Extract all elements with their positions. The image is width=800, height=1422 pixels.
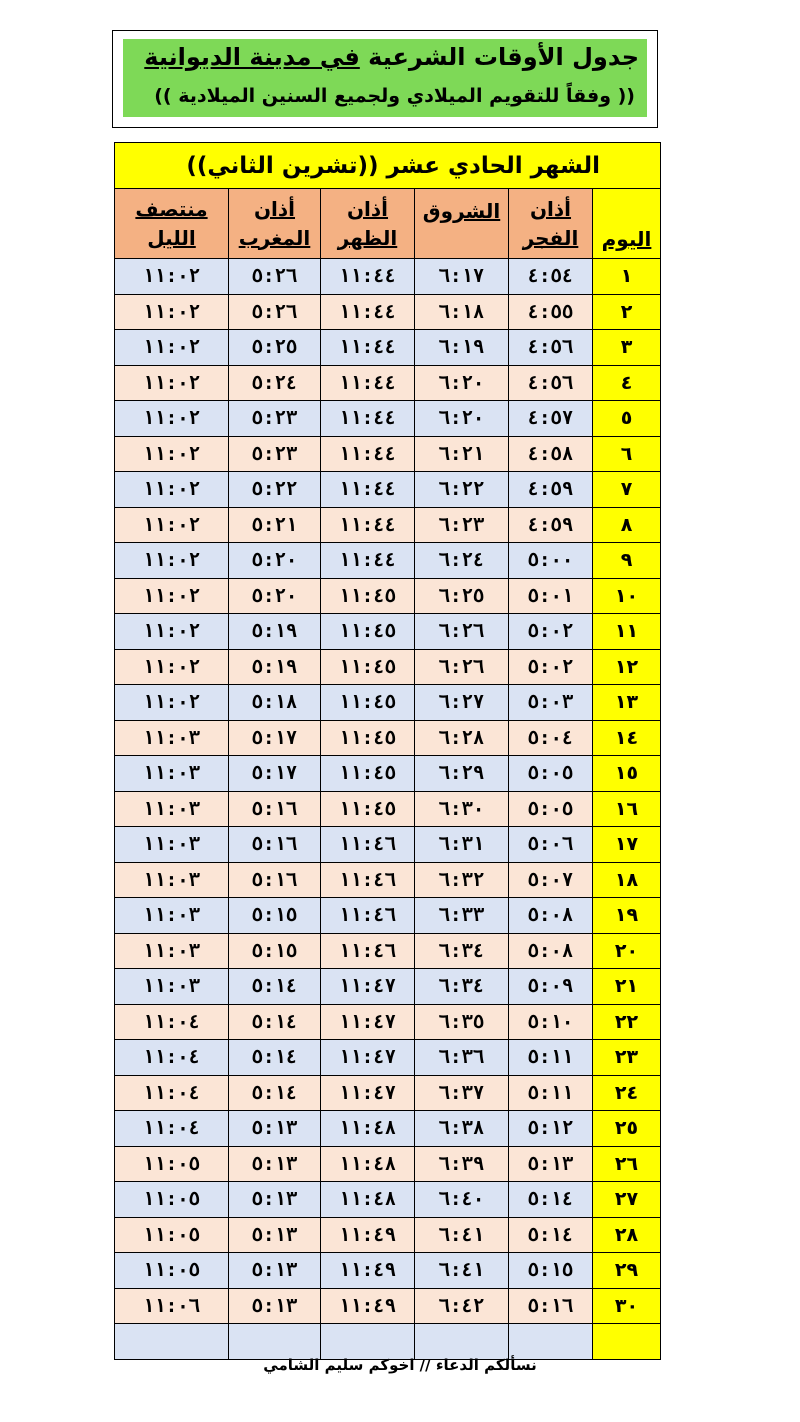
cell-fajr: ٤:٥٤ bbox=[509, 259, 593, 295]
cell-dhuhr: ١١:٤٤ bbox=[321, 401, 415, 437]
cell-sunrise: ٦:٢١ bbox=[415, 436, 509, 472]
cell-midnight: ١١:٠٥ bbox=[115, 1253, 229, 1289]
cell-midnight: ١١:٠٢ bbox=[115, 330, 229, 366]
cell-maghrib: ٥:١٨ bbox=[229, 685, 321, 721]
cell-fajr: ٥:١٤ bbox=[509, 1217, 593, 1253]
cell-fajr: ٥:١١ bbox=[509, 1040, 593, 1076]
cell-midnight: ١١:٠٤ bbox=[115, 1040, 229, 1076]
cell-day: ١٤ bbox=[593, 720, 661, 756]
header-day: اليوم bbox=[593, 189, 661, 259]
cell-day: ٢٦ bbox=[593, 1146, 661, 1182]
cell-sunrise: ٦:١٨ bbox=[415, 294, 509, 330]
cell-sunrise: ٦:٣٢ bbox=[415, 862, 509, 898]
cell-fajr: ٥:٠٩ bbox=[509, 969, 593, 1005]
cell-fajr: ٤:٥٩ bbox=[509, 507, 593, 543]
cell-dhuhr: ١١:٤٨ bbox=[321, 1111, 415, 1147]
cell-day: ١٥ bbox=[593, 756, 661, 792]
table-row bbox=[115, 578, 661, 614]
cell-maghrib: ٥:١٦ bbox=[229, 862, 321, 898]
cell-midnight: ١١:٠٣ bbox=[115, 756, 229, 792]
cell-day: ١٢ bbox=[593, 649, 661, 685]
cell-fajr: ٥:٠٨ bbox=[509, 898, 593, 934]
cell-dhuhr: ١١:٤٩ bbox=[321, 1217, 415, 1253]
table-row bbox=[115, 365, 661, 401]
cell-dhuhr: ١١:٤٦ bbox=[321, 862, 415, 898]
cell-midnight: ١١:٠٢ bbox=[115, 578, 229, 614]
header-maghrib: أذان المغرب bbox=[229, 189, 321, 259]
cell-fajr: ٥:١٤ bbox=[509, 1182, 593, 1218]
cell-fajr: ٥:٠٦ bbox=[509, 827, 593, 863]
table-header-row bbox=[115, 189, 661, 259]
table-row bbox=[115, 827, 661, 863]
cell-midnight: ١١:٠٤ bbox=[115, 1004, 229, 1040]
table-row bbox=[115, 756, 661, 792]
cell-midnight: ١١:٠٣ bbox=[115, 898, 229, 934]
cell-dhuhr: ١١:٤٦ bbox=[321, 933, 415, 969]
cell-midnight: ١١:٠٣ bbox=[115, 933, 229, 969]
cell-fajr: ٥:٠٠ bbox=[509, 543, 593, 579]
cell-midnight: ١١:٠٢ bbox=[115, 543, 229, 579]
title-subtitle: (( وفقاً للتقويم الميلادي ولجميع السنين الميلادية )) bbox=[154, 85, 635, 107]
cell-midnight: ١١:٠٢ bbox=[115, 472, 229, 508]
cell-midnight: ١١:٠٣ bbox=[115, 791, 229, 827]
cell-fajr: ٥:١٥ bbox=[509, 1253, 593, 1289]
cell-sunrise: ٦:٢٠ bbox=[415, 401, 509, 437]
cell-maghrib: ٥:٢٤ bbox=[229, 365, 321, 401]
cell-fajr: ٥:٠٧ bbox=[509, 862, 593, 898]
table-row bbox=[115, 1146, 661, 1182]
table-row bbox=[115, 401, 661, 437]
cell-dhuhr: ١١:٤٥ bbox=[321, 685, 415, 721]
cell-midnight: ١١:٠٢ bbox=[115, 685, 229, 721]
prayer-times-table bbox=[114, 142, 661, 1360]
table-row bbox=[115, 933, 661, 969]
header-midnight: منتصف الليل bbox=[115, 189, 229, 259]
cell-maghrib: ٥:١٤ bbox=[229, 1004, 321, 1040]
cell-day: ٣ bbox=[593, 330, 661, 366]
table-row bbox=[115, 1182, 661, 1218]
empty-cell bbox=[509, 1324, 593, 1360]
cell-maghrib: ٥:٢٣ bbox=[229, 436, 321, 472]
cell-maghrib: ٥:٢٣ bbox=[229, 401, 321, 437]
title-main bbox=[144, 43, 639, 71]
cell-maghrib: ٥:١٥ bbox=[229, 898, 321, 934]
cell-midnight: ١١:٠٢ bbox=[115, 365, 229, 401]
table-row bbox=[115, 1040, 661, 1076]
cell-sunrise: ٦:٣٥ bbox=[415, 1004, 509, 1040]
cell-sunrise: ٦:٣٤ bbox=[415, 969, 509, 1005]
table-row bbox=[115, 898, 661, 934]
cell-day: ٥ bbox=[593, 401, 661, 437]
cell-sunrise: ٦:٢٢ bbox=[415, 472, 509, 508]
cell-maghrib: ٥:١٦ bbox=[229, 827, 321, 863]
title-banner bbox=[123, 39, 647, 117]
cell-fajr: ٥:١١ bbox=[509, 1075, 593, 1111]
cell-maghrib: ٥:١٤ bbox=[229, 1075, 321, 1111]
cell-dhuhr: ١١:٤٦ bbox=[321, 827, 415, 863]
table-row bbox=[115, 791, 661, 827]
cell-midnight: ١١:٠٣ bbox=[115, 862, 229, 898]
cell-sunrise: ٦:٣٣ bbox=[415, 898, 509, 934]
cell-day: ١٦ bbox=[593, 791, 661, 827]
cell-fajr: ٤:٥٨ bbox=[509, 436, 593, 472]
cell-day: ٤ bbox=[593, 365, 661, 401]
cell-day: ٢٣ bbox=[593, 1040, 661, 1076]
cell-sunrise: ٦:١٧ bbox=[415, 259, 509, 295]
cell-maghrib: ٥:١٣ bbox=[229, 1146, 321, 1182]
table-row bbox=[115, 1111, 661, 1147]
cell-day: ٩ bbox=[593, 543, 661, 579]
cell-maghrib: ٥:١٣ bbox=[229, 1182, 321, 1218]
cell-sunrise: ٦:٣٧ bbox=[415, 1075, 509, 1111]
cell-sunrise: ٦:٢٨ bbox=[415, 720, 509, 756]
cell-maghrib: ٥:٢٠ bbox=[229, 578, 321, 614]
cell-maghrib: ٥:١٣ bbox=[229, 1217, 321, 1253]
table-row bbox=[115, 969, 661, 1005]
table-row bbox=[115, 543, 661, 579]
cell-dhuhr: ١١:٤٦ bbox=[321, 898, 415, 934]
cell-day: ٢٥ bbox=[593, 1111, 661, 1147]
cell-dhuhr: ١١:٤٧ bbox=[321, 1004, 415, 1040]
cell-maghrib: ٥:١٩ bbox=[229, 649, 321, 685]
cell-fajr: ٥:٠٥ bbox=[509, 756, 593, 792]
table-row bbox=[115, 294, 661, 330]
cell-maghrib: ٥:١٧ bbox=[229, 756, 321, 792]
cell-dhuhr: ١١:٤٧ bbox=[321, 969, 415, 1005]
cell-maghrib: ٥:٢٦ bbox=[229, 259, 321, 295]
cell-midnight: ١١:٠٤ bbox=[115, 1075, 229, 1111]
cell-midnight: ١١:٠٤ bbox=[115, 1111, 229, 1147]
empty-cell bbox=[229, 1324, 321, 1360]
header-dhuhr: أذان الظهر bbox=[321, 189, 415, 259]
cell-maghrib: ٥:٢١ bbox=[229, 507, 321, 543]
cell-dhuhr: ١١:٤٤ bbox=[321, 472, 415, 508]
empty-cell bbox=[415, 1324, 509, 1360]
cell-sunrise: ٦:٤٢ bbox=[415, 1288, 509, 1324]
table-row bbox=[115, 1217, 661, 1253]
cell-day: ١ bbox=[593, 259, 661, 295]
cell-sunrise: ٦:٢٤ bbox=[415, 543, 509, 579]
empty-cell bbox=[115, 1324, 229, 1360]
cell-day: ١٣ bbox=[593, 685, 661, 721]
cell-sunrise: ٦:٣٠ bbox=[415, 791, 509, 827]
cell-midnight: ١١:٠٢ bbox=[115, 436, 229, 472]
cell-fajr: ٥:٠٢ bbox=[509, 649, 593, 685]
cell-dhuhr: ١١:٤٥ bbox=[321, 614, 415, 650]
empty-cell bbox=[321, 1324, 415, 1360]
cell-dhuhr: ١١:٤٤ bbox=[321, 543, 415, 579]
cell-sunrise: ٦:٣٤ bbox=[415, 933, 509, 969]
cell-midnight: ١١:٠٥ bbox=[115, 1217, 229, 1253]
table-row bbox=[115, 330, 661, 366]
cell-dhuhr: ١١:٤٨ bbox=[321, 1146, 415, 1182]
title-city: في مدينة الديوانية bbox=[144, 43, 360, 71]
cell-dhuhr: ١١:٤٤ bbox=[321, 259, 415, 295]
cell-dhuhr: ١١:٤٥ bbox=[321, 720, 415, 756]
cell-day: ٦ bbox=[593, 436, 661, 472]
cell-dhuhr: ١١:٤٤ bbox=[321, 365, 415, 401]
cell-dhuhr: ١١:٤٩ bbox=[321, 1288, 415, 1324]
cell-day: ١٧ bbox=[593, 827, 661, 863]
cell-fajr: ٤:٥٦ bbox=[509, 365, 593, 401]
cell-fajr: ٥:٠١ bbox=[509, 578, 593, 614]
cell-sunrise: ٦:٢٩ bbox=[415, 756, 509, 792]
cell-day: ١٠ bbox=[593, 578, 661, 614]
cell-day: ١١ bbox=[593, 614, 661, 650]
header-fajr: أذان الفجر bbox=[509, 189, 593, 259]
cell-sunrise: ٦:٢٥ bbox=[415, 578, 509, 614]
cell-day: ٢٨ bbox=[593, 1217, 661, 1253]
table-row bbox=[115, 1253, 661, 1289]
cell-fajr: ٤:٥٥ bbox=[509, 294, 593, 330]
cell-sunrise: ٦:٣٨ bbox=[415, 1111, 509, 1147]
cell-dhuhr: ١١:٤٥ bbox=[321, 578, 415, 614]
title-prefix: جدول الأوقات الشرعية bbox=[359, 43, 639, 71]
table-row bbox=[115, 1004, 661, 1040]
cell-sunrise: ٦:٣١ bbox=[415, 827, 509, 863]
cell-fajr: ٤:٥٧ bbox=[509, 401, 593, 437]
cell-midnight: ١١:٠٥ bbox=[115, 1146, 229, 1182]
cell-day: ٢١ bbox=[593, 969, 661, 1005]
cell-day: ٢ bbox=[593, 294, 661, 330]
table-row bbox=[115, 614, 661, 650]
table-row bbox=[115, 649, 661, 685]
cell-dhuhr: ١١:٤٧ bbox=[321, 1075, 415, 1111]
cell-midnight: ١١:٠٢ bbox=[115, 401, 229, 437]
cell-dhuhr: ١١:٤٤ bbox=[321, 436, 415, 472]
footer-credit: نسألكم الدعاء // اخوكم سليم الشامي bbox=[263, 1356, 537, 1374]
cell-day: ١٩ bbox=[593, 898, 661, 934]
cell-maghrib: ٥:١٣ bbox=[229, 1253, 321, 1289]
cell-sunrise: ٦:٢٦ bbox=[415, 614, 509, 650]
cell-sunrise: ٦:٢٦ bbox=[415, 649, 509, 685]
cell-day: ٢٩ bbox=[593, 1253, 661, 1289]
cell-sunrise: ٦:٢٣ bbox=[415, 507, 509, 543]
cell-sunrise: ٦:١٩ bbox=[415, 330, 509, 366]
cell-fajr: ٥:١٣ bbox=[509, 1146, 593, 1182]
empty-row bbox=[115, 1324, 661, 1360]
cell-dhuhr: ١١:٤٩ bbox=[321, 1253, 415, 1289]
cell-day: ١٨ bbox=[593, 862, 661, 898]
cell-fajr: ٥:٠٤ bbox=[509, 720, 593, 756]
cell-day: ٢٧ bbox=[593, 1182, 661, 1218]
table-row bbox=[115, 507, 661, 543]
cell-maghrib: ٥:١٧ bbox=[229, 720, 321, 756]
cell-midnight: ١١:٠٢ bbox=[115, 259, 229, 295]
cell-fajr: ٤:٥٦ bbox=[509, 330, 593, 366]
cell-midnight: ١١:٠٦ bbox=[115, 1288, 229, 1324]
cell-fajr: ٤:٥٩ bbox=[509, 472, 593, 508]
cell-fajr: ٥:١٠ bbox=[509, 1004, 593, 1040]
cell-day: ٣٠ bbox=[593, 1288, 661, 1324]
cell-fajr: ٥:٠٥ bbox=[509, 791, 593, 827]
cell-maghrib: ٥:١٤ bbox=[229, 1040, 321, 1076]
cell-midnight: ١١:٠٢ bbox=[115, 649, 229, 685]
cell-sunrise: ٦:٣٩ bbox=[415, 1146, 509, 1182]
table-row bbox=[115, 436, 661, 472]
cell-midnight: ١١:٠٣ bbox=[115, 720, 229, 756]
cell-midnight: ١١:٠٥ bbox=[115, 1182, 229, 1218]
cell-fajr: ٥:١٦ bbox=[509, 1288, 593, 1324]
cell-day: ٧ bbox=[593, 472, 661, 508]
cell-fajr: ٥:٠٢ bbox=[509, 614, 593, 650]
table-row bbox=[115, 685, 661, 721]
cell-maghrib: ٥:٢٦ bbox=[229, 294, 321, 330]
cell-maghrib: ٥:١٩ bbox=[229, 614, 321, 650]
month-label: الشهر الحادي عشر ((تشرين الثاني)) bbox=[115, 143, 661, 189]
cell-sunrise: ٦:٢٧ bbox=[415, 685, 509, 721]
cell-dhuhr: ١١:٤٧ bbox=[321, 1040, 415, 1076]
cell-sunrise: ٦:٤١ bbox=[415, 1217, 509, 1253]
cell-dhuhr: ١١:٤٤ bbox=[321, 507, 415, 543]
cell-dhuhr: ١١:٤٨ bbox=[321, 1182, 415, 1218]
cell-midnight: ١١:٠٢ bbox=[115, 614, 229, 650]
table-row bbox=[115, 1288, 661, 1324]
table-row bbox=[115, 472, 661, 508]
cell-maghrib: ٥:٢٢ bbox=[229, 472, 321, 508]
table-row bbox=[115, 720, 661, 756]
cell-dhuhr: ١١:٤٤ bbox=[321, 330, 415, 366]
cell-maghrib: ٥:١٣ bbox=[229, 1111, 321, 1147]
cell-dhuhr: ١١:٤٤ bbox=[321, 294, 415, 330]
cell-day: ٢٤ bbox=[593, 1075, 661, 1111]
title-box bbox=[112, 30, 658, 128]
cell-maghrib: ٥:٢٥ bbox=[229, 330, 321, 366]
table-row bbox=[115, 862, 661, 898]
table-row bbox=[115, 259, 661, 295]
cell-maghrib: ٥:١٦ bbox=[229, 791, 321, 827]
cell-dhuhr: ١١:٤٥ bbox=[321, 791, 415, 827]
table-row bbox=[115, 1075, 661, 1111]
cell-midnight: ١١:٠٢ bbox=[115, 507, 229, 543]
cell-maghrib: ٥:٢٠ bbox=[229, 543, 321, 579]
cell-sunrise: ٦:٢٠ bbox=[415, 365, 509, 401]
cell-day: ٢٠ bbox=[593, 933, 661, 969]
cell-fajr: ٥:٠٣ bbox=[509, 685, 593, 721]
cell-day: ٨ bbox=[593, 507, 661, 543]
cell-day: ٢٢ bbox=[593, 1004, 661, 1040]
cell-dhuhr: ١١:٤٥ bbox=[321, 756, 415, 792]
cell-midnight: ١١:٠٣ bbox=[115, 827, 229, 863]
empty-cell bbox=[593, 1324, 661, 1360]
header-sunrise: الشروق bbox=[415, 189, 509, 259]
cell-midnight: ١١:٠٣ bbox=[115, 969, 229, 1005]
cell-fajr: ٥:٠٨ bbox=[509, 933, 593, 969]
cell-maghrib: ٥:١٤ bbox=[229, 969, 321, 1005]
cell-sunrise: ٦:٣٦ bbox=[415, 1040, 509, 1076]
cell-dhuhr: ١١:٤٥ bbox=[321, 649, 415, 685]
cell-maghrib: ٥:١٥ bbox=[229, 933, 321, 969]
cell-fajr: ٥:١٢ bbox=[509, 1111, 593, 1147]
cell-midnight: ١١:٠٢ bbox=[115, 294, 229, 330]
cell-sunrise: ٦:٤٠ bbox=[415, 1182, 509, 1218]
cell-sunrise: ٦:٤١ bbox=[415, 1253, 509, 1289]
cell-maghrib: ٥:١٣ bbox=[229, 1288, 321, 1324]
